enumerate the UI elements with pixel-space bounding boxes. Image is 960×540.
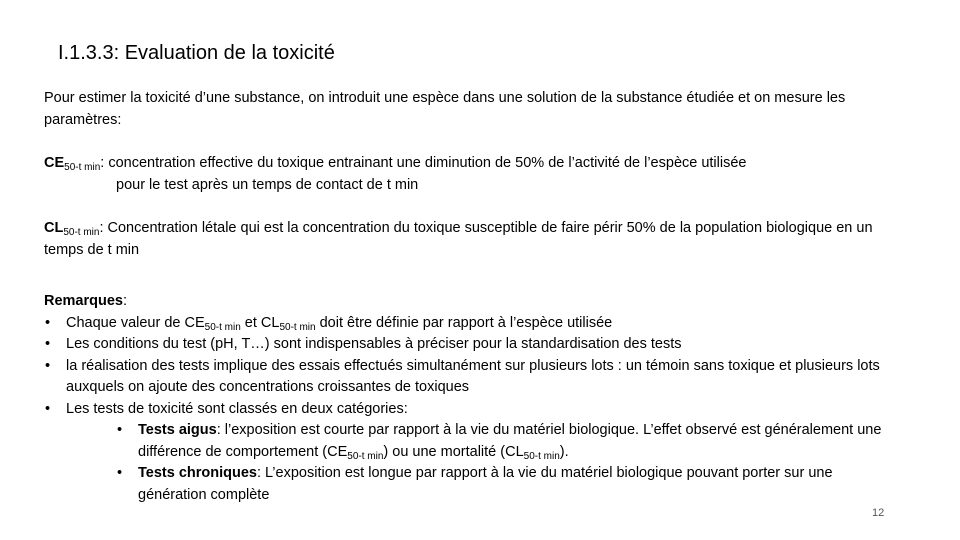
ce-text-line2: pour le test après un temps de contact de t min <box>116 176 419 193</box>
slide-body <box>44 88 904 506</box>
aigus-sub2: 50-t min <box>523 450 560 462</box>
remark-item-1 <box>44 313 904 335</box>
slide-title: I.1.3.3: Evaluation de la toxicité <box>58 42 335 64</box>
ce-text-line1: : concentration effective du toxique entrainant une diminution de 50% de l’activité de l’espèce utilisée <box>100 155 747 171</box>
remark-1-post: doit être définie par rapport à l’espèce utilisée <box>315 314 613 331</box>
aigus-post: ). <box>559 443 569 460</box>
remark-1-sub2: 50-t min <box>279 321 316 333</box>
remarks-colon: : <box>122 293 128 309</box>
remarks-heading: Remarques <box>44 293 123 309</box>
page-number: 12 <box>872 507 885 519</box>
cl-definition <box>44 218 904 261</box>
remarks-section <box>44 291 904 506</box>
remark-1-pre: Chaque valeur de CE <box>66 314 205 331</box>
ce-definition <box>44 153 904 196</box>
remarks-heading-line <box>44 291 904 313</box>
aigus-pre: : l’exposition est courte par rapport à la vie du matériel biologique. L’effet observé est généralement une différence de comportement (CE <box>138 422 882 460</box>
remark-item-2: • Les conditions du test (pH, T…) sont indispensables à préciser pour la standardisation des tests <box>44 334 904 356</box>
test-category-aigus <box>116 420 904 463</box>
aigus-label: Tests aigus <box>138 422 217 438</box>
test-category-chroniques <box>116 463 904 506</box>
remark-1-sub1: 50-t min <box>204 321 241 333</box>
remark-item-3: • la réalisation des tests implique des essais effectués simultanément sur plusieurs lots : un témoin sans toxique et plusieurs lots auxquels on ajoute des concentrations croissantes de toxiques <box>44 356 904 399</box>
aigus-sub1: 50-t min <box>347 450 384 462</box>
cl-text: : Concentration létale qui est la concentration du toxique susceptible de faire périr 50% de la population biologique en un temps de t min <box>44 220 873 258</box>
cl-term: CL <box>44 220 64 236</box>
remark-4-text: Les tests de toxicité sont classés en deux catégories: <box>66 400 408 417</box>
chroniques-label: Tests chroniques <box>138 465 257 481</box>
chroniques-text: : L’exposition est longue par rapport à la vie du matériel biologique pouvant porter sur une génération complète <box>138 465 833 503</box>
test-categories-list <box>44 420 904 506</box>
ce-subscript: 50-t min <box>64 162 101 173</box>
remarks-list <box>44 313 904 421</box>
cl-subscript: 50-t min <box>63 227 100 238</box>
ce-term: CE <box>44 155 65 171</box>
remark-1-mid: et CL <box>240 314 280 331</box>
remark-item-4 <box>44 399 904 421</box>
aigus-mid: ) ou une mortalité (CL <box>383 443 524 460</box>
intro-paragraph: Pour estimer la toxicité d’une substance, on introduit une espèce dans une solution de la substance étudiée et on mesure les paramètres: <box>44 90 846 128</box>
